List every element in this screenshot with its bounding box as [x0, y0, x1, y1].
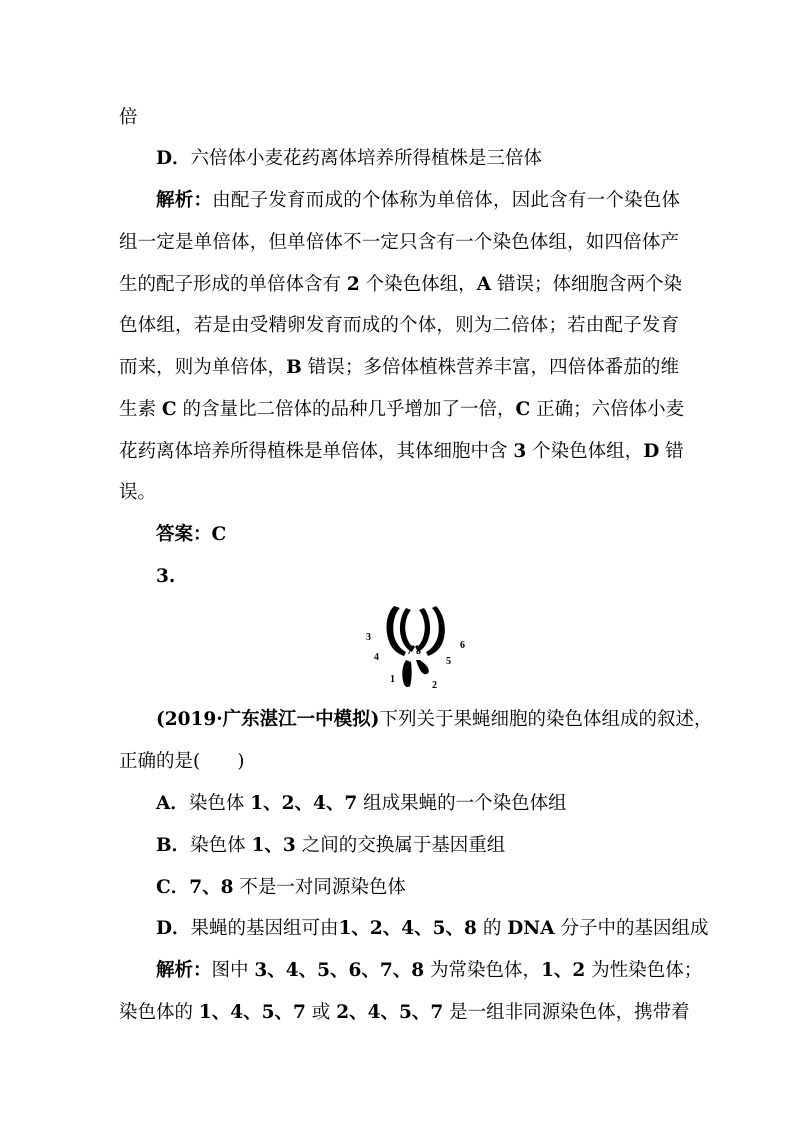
- question-3-number: 3.: [156, 566, 176, 587]
- question-3-stem-1: (2019·广东湛江一中模拟)下列关于果蝇细胞的染色体组成的叙述，: [156, 709, 713, 730]
- label-4: 4: [374, 652, 379, 663]
- label-7: 7: [407, 646, 412, 657]
- analysis-2-line-1: 解析：图中 3、4、5、6、7、8 为常染色体，1、2 为性染色体；: [156, 960, 703, 981]
- label-8: 8: [416, 646, 421, 657]
- label-2: 2: [432, 680, 437, 691]
- chromosome-diagram: [360, 600, 470, 692]
- label-6: 6: [460, 640, 465, 651]
- analysis-2-line-2: 染色体的 1、4、5、7 或 2、4、5、7 是一组非同源染色体，携带着: [119, 1002, 690, 1023]
- label-3: 3: [366, 632, 371, 643]
- chromosome-figure: [360, 600, 470, 692]
- analysis-1-line-1: 解析：由配子发育而成的个体称为单倍体，因此含有一个染色体: [156, 190, 680, 211]
- analysis-1-line-6: 生素 C 的含量比二倍体的品种几乎增加了一倍，C 正确；六倍体小麦: [119, 399, 685, 420]
- label-5: 5: [446, 656, 451, 667]
- analysis-1-line-3: 生的配子形成的单倍体含有 2 个染色体组，A 错误；体细胞含两个染: [119, 274, 682, 295]
- analysis-1-line-7: 花药离体培养所得植株是单倍体，其体细胞中含 3 个染色体组，D 错: [119, 441, 684, 462]
- option-c[interactable]: C．7、8 不是一对同源染色体: [156, 877, 406, 898]
- continued-text: 倍: [119, 107, 138, 128]
- label-1: 1: [390, 674, 395, 685]
- chromosome-1: [402, 660, 411, 687]
- chromosome-2: [416, 660, 429, 674]
- question-3-stem-2: 正确的是( ): [119, 751, 245, 772]
- option-a[interactable]: A．染色体 1、2、4、7 组成果蝇的一个染色体组: [156, 793, 567, 814]
- option-b[interactable]: B．染色体 1、3 之间的交换属于基因重组: [156, 835, 506, 856]
- option-d[interactable]: D．果蝇的基因组可由1、2、4、5、8 的 DNA 分子中的基因组成: [156, 918, 709, 939]
- answer-1: 答案：C: [156, 524, 227, 545]
- analysis-1-line-4: 色体组，若是由受精卵发育而成的个体，则为二倍体；若由配子发育: [119, 315, 679, 336]
- previous-option-d: D．六倍体小麦花药离体培养所得植株是三倍体: [156, 148, 543, 169]
- analysis-1-line-2: 组一定是单倍体，但单倍体不一定只含有一个染色体组，如四倍体产: [119, 232, 679, 253]
- analysis-1-line-8: 误。: [119, 482, 157, 503]
- analysis-1-line-5: 而来，则为单倍体，B 错误；多倍体植株营养丰富，四倍体番茄的维: [119, 357, 679, 378]
